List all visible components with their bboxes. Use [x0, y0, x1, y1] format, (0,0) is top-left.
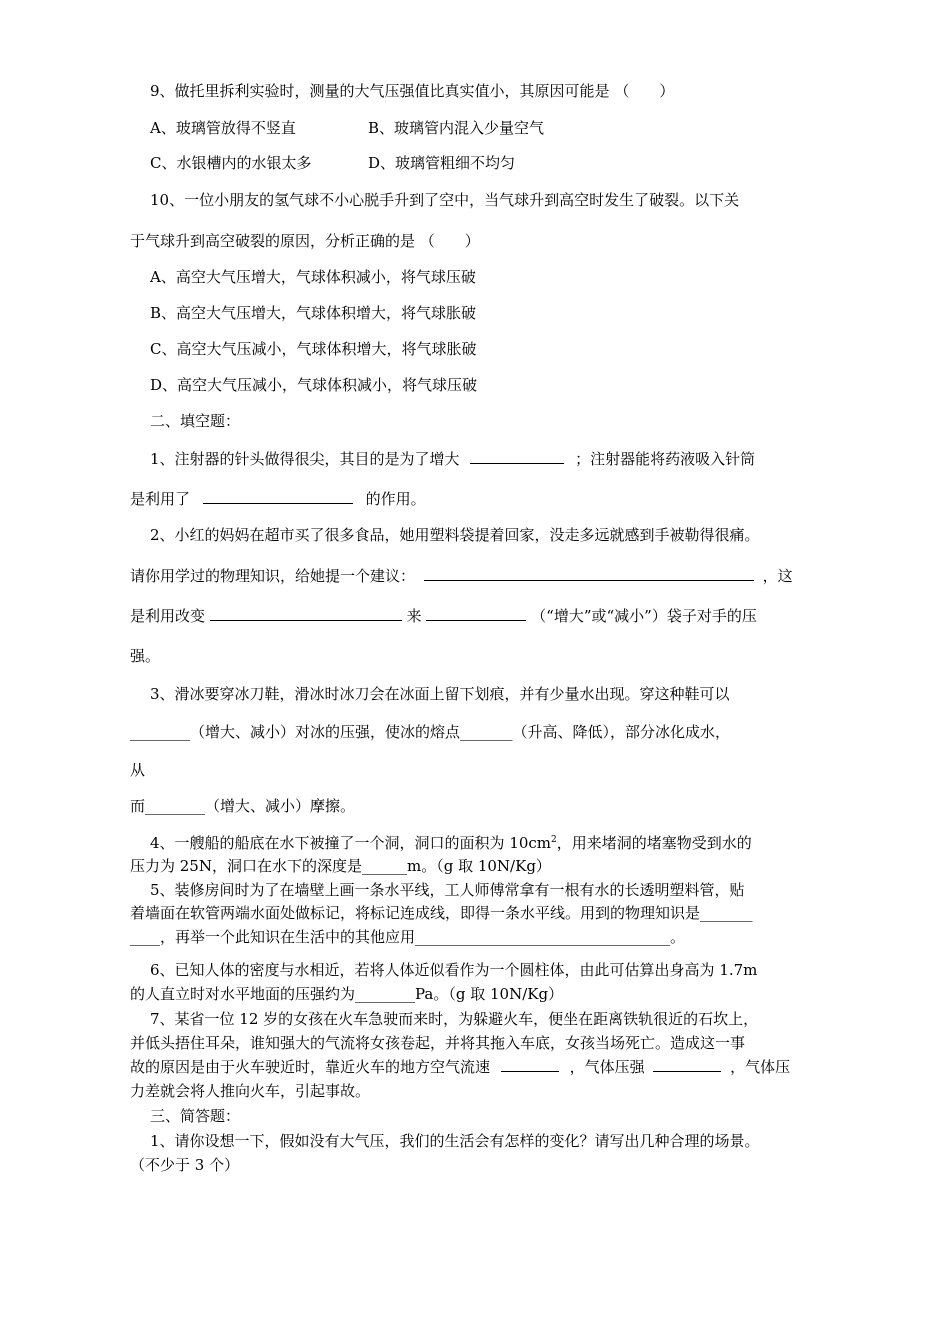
- s2-q4-text-b: ，用来堵洞的堵塞物受到水的: [556, 834, 752, 852]
- q10-stem-line1: 10、一位小朋友的氢气球不小心脱手升到了空中，当气球升到高空时发生了破裂。以下关: [150, 191, 740, 209]
- q10-option-c: C、高空大气压减小，气球体积增大，将气球胀破: [150, 340, 477, 358]
- s2-q2-text-a: 请你用学过的物理知识，给她提一个建议：: [130, 567, 416, 585]
- s2-q7-text-a: 故的原因是由于火车驶近时，靠近火车的地方空气流速: [130, 1058, 491, 1076]
- s2-q1-blank-1[interactable]: [470, 449, 564, 464]
- q10-option-a: A、高空大气压增大，气球体积减小，将气球压破: [150, 268, 476, 286]
- s2-q5-line3: ____，再举一个此知识在生活中的其他应用__________________________________。: [130, 928, 686, 946]
- s2-q7-line4: 力差就会将人推向火车，引起事故。: [130, 1082, 371, 1100]
- s2-q6-line2: 的人直立时对水平地面的压强约为________Pa。（g 取 10N/Kg）: [130, 985, 564, 1003]
- s2-q2-text-e: （“增大”或“减小”）袋子对手的压: [531, 607, 757, 625]
- s2-q6-line1: 6、已知人体的密度与水相近，若将人体近似看作为一个圆柱体，由此可估算出身高为 1.7m: [150, 961, 758, 979]
- q10-option-d: D、高空大气压减小，气球体积减小，将气球压破: [150, 376, 478, 394]
- s2-q2-line1: 2、小红的妈妈在超市买了很多食品，她用塑料袋提着回家，没走多远就感到手被勒得很痛。: [150, 526, 760, 544]
- section3-heading: 三、简答题：: [150, 1107, 241, 1125]
- s2-q2-text-c: 是利用改变: [130, 607, 206, 625]
- s2-q7-line1: 7、某省一位 12 岁的女孩在火车急驶而来时，为躲避火车，便坐在距离铁轨很近的石坎上，: [150, 1010, 759, 1028]
- s2-q3-line1: 3、滑冰要穿冰刀鞋，滑冰时冰刀会在冰面上留下划痕，并有少量水出现。穿这种鞋可以: [150, 685, 730, 703]
- s2-q1-text-a: 1、注射器的针头做得很尖，其目的是为了增大: [150, 450, 460, 468]
- s2-q7-text-c: ，气体压: [730, 1058, 791, 1076]
- s2-q2-line4: 强。: [130, 647, 161, 665]
- q9-stem: 9、做托里拆利实验时，测量的大气压强值比真实值小，其原因可能是 （ ）: [150, 82, 675, 100]
- q9-option-b: B、玻璃管内混入少量空气: [368, 119, 545, 137]
- s2-q7-line3: [130, 1057, 790, 1077]
- s2-q5-line2: 着墙面在软管两端水面处做标记，将标记连成线，即得一条水平线。用到的物理知识是_______: [130, 904, 753, 922]
- s2-q1-line1: [150, 449, 755, 469]
- s2-q2-line2: [130, 566, 793, 586]
- q10-stem-line2: 于气球升到高空破裂的原因，分析正确的是 （ ）: [130, 232, 480, 250]
- s3-q1-line1: 1、请你设想一下，假如没有大气压，我们的生活会有怎样的变化？请写出几种合理的场景。: [150, 1132, 760, 1150]
- s2-q2-blank-direction[interactable]: [426, 606, 526, 621]
- s2-q2-line3: [130, 606, 757, 626]
- s2-q7-line2: 并低头捂住耳朵，谁知强大的气流将女孩卷起，并将其拖入车底，女孩当场死亡。造成这一事: [130, 1034, 746, 1052]
- section2-heading: 二、填空题：: [150, 412, 241, 430]
- q10-option-b: B、高空大气压增大，气球体积增大，将气球胀破: [150, 304, 477, 322]
- s2-q4-line1: [150, 833, 752, 853]
- s2-q1-text-c: 是利用了: [130, 490, 191, 508]
- s2-q3-line3: 从: [130, 761, 146, 779]
- s2-q1-text-b: ；注射器能将药液吸入针筒: [575, 450, 756, 468]
- s2-q3-line4: 而________（增大、减小）摩擦。: [130, 797, 356, 815]
- s2-q4-line2: 压力为 25N，洞口在水下的深度是______m。（g 取 10N/Kg）: [130, 857, 551, 875]
- s2-q2-text-d: 来: [406, 607, 422, 625]
- s2-q1-blank-2[interactable]: [203, 489, 353, 504]
- s3-q1-line2: （不少于 3 个）: [130, 1156, 240, 1174]
- q9-option-a: A、玻璃管放得不竖直: [150, 119, 296, 137]
- s2-q1-text-d: 的作用。: [365, 490, 426, 508]
- s2-q7-blank-pressure[interactable]: [653, 1057, 721, 1072]
- s2-q7-text-b: ，气体压强: [569, 1058, 645, 1076]
- s2-q5-line1: 5、装修房间时为了在墙壁上画一条水平线，工人师傅常拿有一根有水的长透明塑料管，贴: [150, 881, 745, 899]
- s2-q7-blank-speed[interactable]: [501, 1057, 559, 1072]
- s2-q4-superscript: 2: [551, 835, 557, 845]
- s2-q2-text-b: ，这: [762, 567, 793, 585]
- s2-q2-blank-change[interactable]: [210, 606, 402, 621]
- s2-q4-text-a: 4、一艘船的船底在水下被撞了一个洞，洞口的面积为 10cm: [150, 834, 552, 852]
- s2-q3-line2: ________（增大、减小）对冰的压强，使冰的熔点_______（升高、降低），部分冰化成水，: [130, 723, 731, 741]
- q9-option-d: D、玻璃管粗细不均匀: [368, 154, 516, 172]
- s2-q1-line2: [130, 489, 426, 509]
- q9-option-c: C、水银槽内的水银太多: [150, 154, 312, 172]
- s2-q2-blank-suggestion[interactable]: [424, 566, 754, 581]
